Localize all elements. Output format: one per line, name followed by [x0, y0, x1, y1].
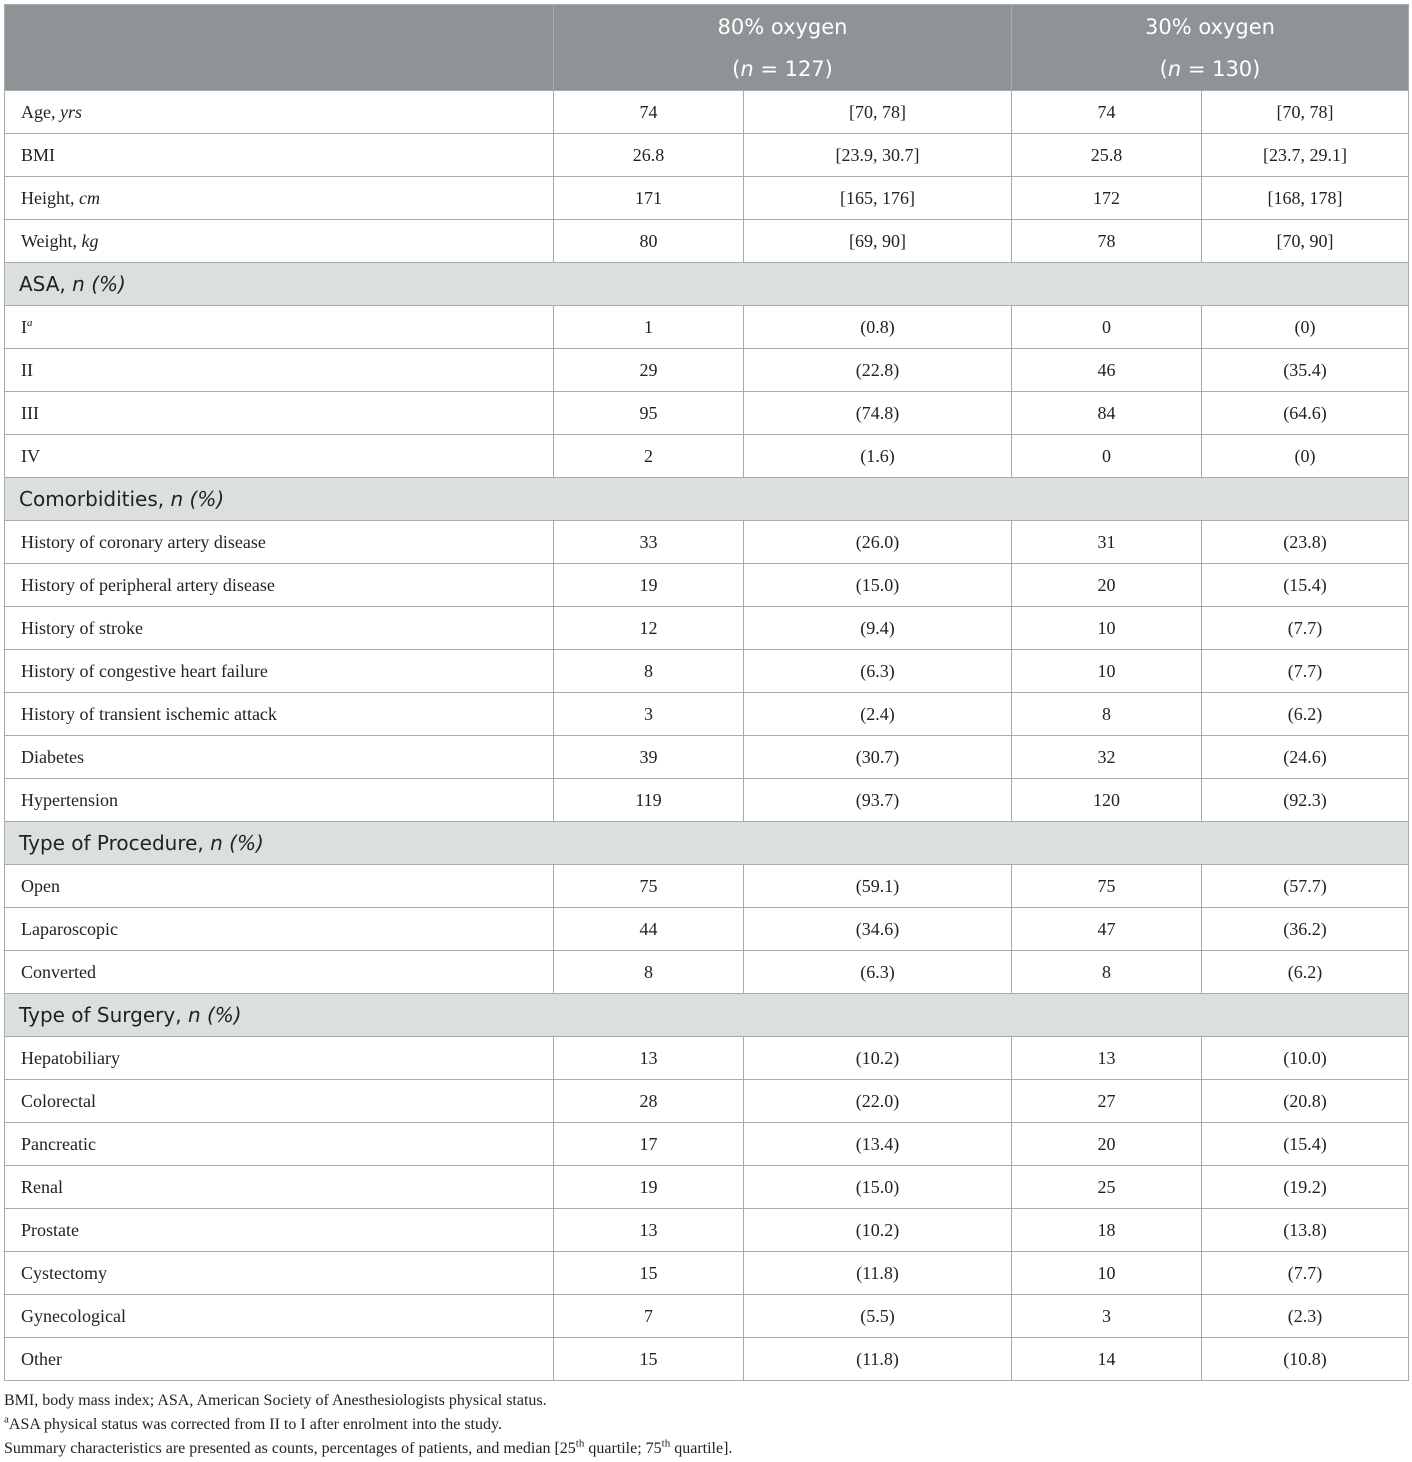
group2-n-prefix: (	[1159, 56, 1168, 81]
group1-count: 12	[554, 607, 744, 650]
section-title-text: Comorbidities,	[19, 487, 171, 511]
row-label-text: Colorectal	[21, 1090, 96, 1111]
row-label	[5, 1080, 554, 1123]
group1-count: 29	[554, 349, 744, 392]
group2-iqr: [70, 90]	[1202, 220, 1409, 263]
row-label	[5, 779, 554, 822]
group2-n-var: n	[1167, 56, 1182, 81]
group2-count: 8	[1012, 951, 1202, 994]
group2-percent: (35.4)	[1202, 349, 1409, 392]
row-label	[5, 521, 554, 564]
group1-count: 95	[554, 392, 744, 435]
group1-iqr: [70, 78]	[744, 91, 1012, 134]
group2-count: 20	[1012, 1123, 1202, 1166]
group1-count: 8	[554, 650, 744, 693]
row-label-text: Age,	[21, 101, 60, 122]
group1-count: 2	[554, 435, 744, 478]
footnote-a	[4, 1413, 1408, 1437]
group2-count: 47	[1012, 908, 1202, 951]
group1-n-rest: = 127)	[753, 56, 833, 81]
group1-median: 26.8	[554, 134, 744, 177]
group1-percent: (15.0)	[744, 1166, 1012, 1209]
section-header-row	[5, 822, 1409, 865]
footnote-abbreviations: BMI, body mass index; ASA, American Society of Anesthesiologists physical status.	[4, 1392, 547, 1409]
baseline-characteristics-table	[4, 4, 1409, 1381]
group1-count: 8	[554, 951, 744, 994]
group2-percent: (23.8)	[1202, 521, 1409, 564]
section-title	[5, 994, 1409, 1037]
group1-count: 119	[554, 779, 744, 822]
footnote-summary-sup1: th	[575, 1437, 585, 1450]
group1-count: 1	[554, 306, 744, 349]
footnote-summary-part1: Summary characteristics are presented as counts, percentages of patients, and median [25	[4, 1440, 576, 1457]
section-title-unit: n (%)	[72, 272, 126, 296]
row-label	[5, 220, 554, 263]
table-page	[4, 4, 1408, 1461]
row-label	[5, 435, 554, 478]
footnote-summary-part3: quartile].	[670, 1440, 733, 1457]
row-label	[5, 134, 554, 177]
group2-percent: (13.8)	[1202, 1209, 1409, 1252]
table-row	[5, 306, 1409, 349]
group1-percent: (9.4)	[744, 607, 1012, 650]
header-blank-cell	[5, 5, 554, 91]
row-label	[5, 1252, 554, 1295]
row-label	[5, 177, 554, 220]
group2-percent: (7.7)	[1202, 650, 1409, 693]
row-label	[5, 1209, 554, 1252]
table-row	[5, 521, 1409, 564]
row-label-unit: kg	[81, 230, 99, 251]
row-label	[5, 306, 554, 349]
row-label	[5, 349, 554, 392]
row-label-text: Renal	[21, 1176, 63, 1197]
table-row	[5, 1123, 1409, 1166]
row-label-text: II	[21, 359, 33, 380]
section-title-text: ASA,	[19, 272, 73, 296]
group2-count: 10	[1012, 1252, 1202, 1295]
row-label-text: History of stroke	[21, 617, 143, 638]
group2-median: 74	[1012, 91, 1202, 134]
group2-count: 27	[1012, 1080, 1202, 1123]
group2-count: 84	[1012, 392, 1202, 435]
group2-n-rest: = 130)	[1181, 56, 1261, 81]
group1-percent: (5.5)	[744, 1295, 1012, 1338]
row-label-text: Weight,	[21, 230, 82, 251]
group2-count: 18	[1012, 1209, 1202, 1252]
section-header-row	[5, 994, 1409, 1037]
group1-count: 19	[554, 564, 744, 607]
group2-percent: (36.2)	[1202, 908, 1409, 951]
row-label	[5, 951, 554, 994]
row-label-text: Prostate	[21, 1219, 79, 1240]
group2-iqr: [70, 78]	[1202, 91, 1409, 134]
group2-percent: (15.4)	[1202, 1123, 1409, 1166]
table-row	[5, 693, 1409, 736]
group2-count: 31	[1012, 521, 1202, 564]
group1-count: 75	[554, 865, 744, 908]
row-label-text: Hypertension	[21, 789, 118, 810]
group1-percent: (15.0)	[744, 564, 1012, 607]
row-label	[5, 607, 554, 650]
group2-count: 25	[1012, 1166, 1202, 1209]
group2-count: 120	[1012, 779, 1202, 822]
row-label-text: I	[21, 316, 27, 337]
group2-count: 3	[1012, 1295, 1202, 1338]
group2-percent: (0)	[1202, 435, 1409, 478]
group1-count: 17	[554, 1123, 744, 1166]
group1-percent: (0.8)	[744, 306, 1012, 349]
group1-n-prefix: (	[732, 56, 741, 81]
row-label-text: BMI	[21, 144, 56, 165]
group2-percent: (19.2)	[1202, 1166, 1409, 1209]
group2-percent: (6.2)	[1202, 951, 1409, 994]
table-row	[5, 91, 1409, 134]
row-label	[5, 908, 554, 951]
row-label-text: Cystectomy	[21, 1262, 107, 1283]
group1-percent: (10.2)	[744, 1037, 1012, 1080]
group1-percent: (93.7)	[744, 779, 1012, 822]
section-title	[5, 478, 1409, 521]
row-label-text: Converted	[21, 961, 96, 982]
row-label	[5, 564, 554, 607]
group1-percent: (13.4)	[744, 1123, 1012, 1166]
row-label-text: Other	[21, 1348, 62, 1369]
footnote-summary-sup2: th	[661, 1437, 671, 1450]
group2-iqr: [168, 178]	[1202, 177, 1409, 220]
footnote-summary	[4, 1437, 1408, 1461]
group2-percent: (7.7)	[1202, 607, 1409, 650]
header-group-80	[554, 5, 1012, 91]
group1-count: 15	[554, 1338, 744, 1381]
group2-percent: (57.7)	[1202, 865, 1409, 908]
group2-percent: (10.8)	[1202, 1338, 1409, 1381]
group1-count: 13	[554, 1037, 744, 1080]
row-label-text: IV	[21, 445, 40, 466]
row-label	[5, 1338, 554, 1381]
row-label-unit: cm	[79, 187, 100, 208]
footnote-a-marker: a	[4, 1413, 9, 1426]
group2-median: 25.8	[1012, 134, 1202, 177]
row-label	[5, 693, 554, 736]
table-row	[5, 1166, 1409, 1209]
group1-count: 33	[554, 521, 744, 564]
group1-percent: (74.8)	[744, 392, 1012, 435]
group2-percent: (64.6)	[1202, 392, 1409, 435]
footnote-summary-part2: quartile; 75	[584, 1440, 662, 1457]
row-label-unit: yrs	[60, 101, 82, 122]
table-row	[5, 177, 1409, 220]
group1-percent: (26.0)	[744, 521, 1012, 564]
group2-median: 172	[1012, 177, 1202, 220]
row-label-text: Height,	[21, 187, 79, 208]
row-label	[5, 392, 554, 435]
row-label	[5, 1123, 554, 1166]
group1-count: 3	[554, 693, 744, 736]
table-row	[5, 134, 1409, 177]
section-header-row	[5, 263, 1409, 306]
footnote-marker: a	[27, 316, 33, 329]
row-label-text: History of transient ischemic attack	[21, 703, 277, 724]
group2-percent: (2.3)	[1202, 1295, 1409, 1338]
group1-percent: (10.2)	[744, 1209, 1012, 1252]
section-title-unit: n (%)	[210, 831, 264, 855]
group1-percent: (11.8)	[744, 1252, 1012, 1295]
group2-count: 20	[1012, 564, 1202, 607]
group1-count: 13	[554, 1209, 744, 1252]
group2-name: 30% oxygen	[1145, 14, 1275, 39]
table-row	[5, 220, 1409, 263]
group2-count: 10	[1012, 607, 1202, 650]
section-title-text: Type of Surgery,	[19, 1003, 188, 1027]
group2-count: 8	[1012, 693, 1202, 736]
row-label-text: Laparoscopic	[21, 918, 118, 939]
group2-count: 10	[1012, 650, 1202, 693]
group2-count: 13	[1012, 1037, 1202, 1080]
row-label-text: History of coronary artery disease	[21, 531, 266, 552]
group2-count: 32	[1012, 736, 1202, 779]
row-label-text: History of congestive heart failure	[21, 660, 268, 681]
row-label	[5, 91, 554, 134]
group1-percent: (1.6)	[744, 435, 1012, 478]
group1-percent: (11.8)	[744, 1338, 1012, 1381]
row-label	[5, 865, 554, 908]
table-header-row	[5, 5, 1409, 91]
table-row	[5, 951, 1409, 994]
row-label	[5, 1037, 554, 1080]
group1-median: 171	[554, 177, 744, 220]
row-label-text: History of peripheral artery disease	[21, 574, 275, 595]
table-row	[5, 650, 1409, 693]
group1-median: 80	[554, 220, 744, 263]
group1-count: 44	[554, 908, 744, 951]
row-label	[5, 1166, 554, 1209]
group2-percent: (10.0)	[1202, 1037, 1409, 1080]
section-title	[5, 263, 1409, 306]
table-body	[5, 91, 1409, 1381]
group1-percent: (22.0)	[744, 1080, 1012, 1123]
table-row	[5, 1295, 1409, 1338]
table-row	[5, 1252, 1409, 1295]
group1-percent: (34.6)	[744, 908, 1012, 951]
group2-count: 0	[1012, 435, 1202, 478]
group2-iqr: [23.7, 29.1]	[1202, 134, 1409, 177]
group1-percent: (30.7)	[744, 736, 1012, 779]
group1-n-var: n	[740, 56, 754, 81]
group2-percent: (0)	[1202, 306, 1409, 349]
header-group-30	[1012, 5, 1409, 91]
group1-iqr: [69, 90]	[744, 220, 1012, 263]
group2-count: 0	[1012, 306, 1202, 349]
group2-percent: (15.4)	[1202, 564, 1409, 607]
group2-count: 46	[1012, 349, 1202, 392]
group1-iqr: [23.9, 30.7]	[744, 134, 1012, 177]
group2-percent: (7.7)	[1202, 1252, 1409, 1295]
row-label-text: Pancreatic	[21, 1133, 96, 1154]
group2-percent: (24.6)	[1202, 736, 1409, 779]
row-label-text: Open	[21, 875, 60, 896]
group2-count: 75	[1012, 865, 1202, 908]
group1-percent: (6.3)	[744, 951, 1012, 994]
group1-percent: (59.1)	[744, 865, 1012, 908]
table-footnotes	[4, 1389, 1408, 1461]
row-label	[5, 650, 554, 693]
row-label-text: III	[21, 402, 39, 423]
group2-median: 78	[1012, 220, 1202, 263]
section-title-unit: n (%)	[187, 1003, 242, 1027]
table-row	[5, 564, 1409, 607]
row-label	[5, 1295, 554, 1338]
row-label-text: Hepatobiliary	[21, 1047, 120, 1068]
section-title	[5, 822, 1409, 865]
group1-count: 19	[554, 1166, 744, 1209]
group2-percent: (20.8)	[1202, 1080, 1409, 1123]
group1-count: 28	[554, 1080, 744, 1123]
table-row	[5, 908, 1409, 951]
table-row	[5, 1037, 1409, 1080]
group1-percent: (22.8)	[744, 349, 1012, 392]
group2-percent: (6.2)	[1202, 693, 1409, 736]
table-row	[5, 1209, 1409, 1252]
row-label-text: Diabetes	[21, 746, 84, 767]
group1-count: 15	[554, 1252, 744, 1295]
section-header-row	[5, 478, 1409, 521]
row-label-text: Gynecological	[21, 1305, 126, 1326]
footnote-a-text: ASA physical status was corrected from II to I after enrolment into the study.	[8, 1416, 502, 1433]
section-title-text: Type of Procedure,	[19, 831, 211, 855]
group2-percent: (92.3)	[1202, 779, 1409, 822]
group1-percent: (6.3)	[744, 650, 1012, 693]
section-title-unit: n (%)	[170, 487, 225, 511]
group1-percent: (2.4)	[744, 693, 1012, 736]
table-row	[5, 607, 1409, 650]
group1-count: 39	[554, 736, 744, 779]
group1-iqr: [165, 176]	[744, 177, 1012, 220]
group1-name: 80% oxygen	[717, 14, 848, 39]
row-label	[5, 736, 554, 779]
table-row	[5, 736, 1409, 779]
table-row	[5, 865, 1409, 908]
table-row	[5, 1080, 1409, 1123]
group1-median: 74	[554, 91, 744, 134]
group1-count: 7	[554, 1295, 744, 1338]
table-row	[5, 392, 1409, 435]
table-row	[5, 1338, 1409, 1381]
table-row	[5, 435, 1409, 478]
group2-count: 14	[1012, 1338, 1202, 1381]
table-row	[5, 349, 1409, 392]
table-row	[5, 779, 1409, 822]
